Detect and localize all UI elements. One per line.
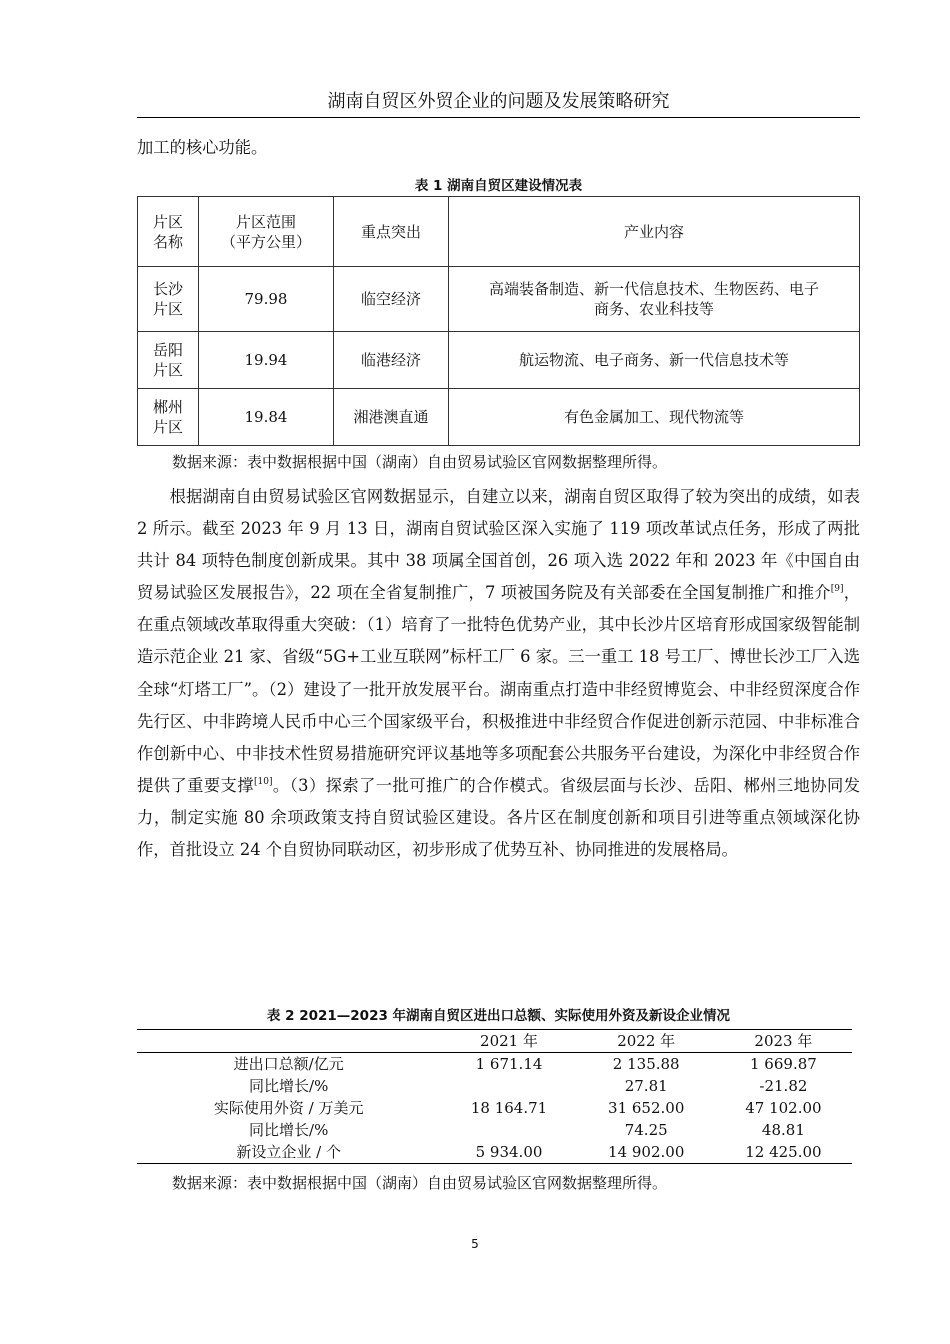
table2-cell: -21.82 xyxy=(759,1077,808,1095)
table2-cell xyxy=(440,1119,577,1141)
table1 xyxy=(137,196,860,446)
table1-cell-area: 79.98 xyxy=(199,267,334,332)
table-row xyxy=(138,389,860,446)
table2-head-year: 2021 年 xyxy=(480,1032,538,1050)
table2-cell: 18 164.71 xyxy=(470,1099,548,1117)
table1-cell-area: 19.94 xyxy=(199,332,334,389)
table-row xyxy=(138,332,860,389)
table2-source-note: 数据来源：表中数据根据中国（湖南）自由贸易试验区官网数据整理所得。 xyxy=(172,1174,668,1192)
table2-row-label: 同比增长/% xyxy=(249,1121,329,1139)
table1-cell-industry: 有色金属加工、现代物流等 xyxy=(449,389,860,446)
table1-cell-name: 长沙 片区 xyxy=(138,267,199,332)
table1-cell-name: 岳阳 片区 xyxy=(138,332,199,389)
table2-head-year: 2022 年 xyxy=(617,1032,676,1050)
table2-head-year: 2023 年 xyxy=(754,1032,813,1050)
table2-cell: 2 135.88 xyxy=(612,1055,680,1073)
table2-row-label: 同比增长/% xyxy=(249,1077,329,1095)
table2-cell: 47 102.00 xyxy=(745,1099,822,1117)
table1-source-note: 数据来源：表中数据根据中国（湖南）自由贸易试验区官网数据整理所得。 xyxy=(172,453,668,471)
table1-header-row xyxy=(138,197,860,267)
table-row xyxy=(138,267,860,332)
table1-caption: 表 1 湖南自贸区建设情况表 xyxy=(414,178,583,194)
running-header: 湖南自贸区外贸企业的问题及发展策略研究 xyxy=(327,91,670,112)
table1-cell-industry: 航运物流、电子商务、新一代信息技术等 xyxy=(449,332,860,389)
page-number: 5 xyxy=(471,1237,479,1251)
table2-row-label: 新设立企业 / 个 xyxy=(236,1143,341,1161)
table2-cell: 1 669.87 xyxy=(750,1055,817,1073)
header-rule xyxy=(137,117,860,118)
table2-cell xyxy=(440,1075,577,1097)
table1-cell-industry: 高端装备制造、新一代信息技术、生物医药、电子 商务、农业科技等 xyxy=(449,267,860,332)
table1-cell-area: 19.84 xyxy=(199,389,334,446)
citation-ref: [9] xyxy=(830,584,844,595)
table2-row-label: 进出口总额/亿元 xyxy=(233,1055,344,1073)
table1-cell-focus: 临空经济 xyxy=(334,267,449,332)
table-row xyxy=(137,1141,852,1164)
table-row xyxy=(137,1053,852,1076)
paragraph-continued: 加工的核心功能。 xyxy=(137,138,268,157)
table-row xyxy=(137,1075,852,1097)
table1-head-area-name: 片区 名称 xyxy=(138,197,199,267)
citation-ref: [10] xyxy=(253,776,273,787)
table-row xyxy=(137,1097,852,1119)
table2-cell: 48.81 xyxy=(761,1121,805,1139)
table1-cell-name: 郴州 片区 xyxy=(138,389,199,446)
table2-cell: 27.81 xyxy=(624,1077,668,1095)
table2-cell: 12 425.00 xyxy=(745,1143,822,1161)
table1-head-industry: 产业内容 xyxy=(449,197,860,267)
table2-cell: 31 652.00 xyxy=(608,1099,685,1117)
table2-cell: 74.25 xyxy=(624,1121,668,1139)
table1-head-scope: 片区范围 （平方公里） xyxy=(199,197,334,267)
table2-caption: 表 2 2021—2023 年湖南自贸区进出口总额、实际使用外资及新设企业情况 xyxy=(266,1008,731,1024)
paragraph-main: 根据湖南自由贸易试验区官网数据显示，自建立以来，湖南自贸区取得了较为突出的成绩，如表 2 所示。截至 2023 年 9 月 13 日，湖南自贸试验区深入实施了 119 项改革试点任务，形成了两批共计 84 项特色制度创新成果。其中 38 项属全国首创，26 项入选 2022 年和 2023 年《中国自由贸易试验区发展报告》，22 项在全省复制推广，7 项被国务院及有关部委在全国复制推广和推介[9]，在重点领域改革取得重大突破：（1）培育了一批特色优势产业，其中长沙片区培育形成国家级智能制造示范企业 21 家、省级“5G+工业互联网”标杆工厂 6 家。三一重工 18 号工厂、博世长沙工厂入选全球“灯塔工厂”。（2）建设了一批开放发展平台。湖南重点打造中非经贸博览会、中非经贸深度合作先行区、中非跨境人民币中心三个国家级平台，积极推进中非经贸合作促进创新示范园、中非标准合作创新中心、中非技术性贸易措施研究评议基地等多项配套公共服务平台建设，为深化中非经贸合作提供了重要支撑[10]。（3）探索了一批可推广的合作模式。省级层面与长沙、岳阳、郴州三地协同发力，制定实施 80 余项政策支持自贸试验区建设。各片区在制度创新和项目引进等重点领域深化协作，首批设立 24 个自贸协同联动区，初步形成了优势互补、协同推进的发展格局。 xyxy=(137,487,860,860)
table2-head-blank xyxy=(137,1030,440,1053)
table2-cell: 14 902.00 xyxy=(608,1143,685,1161)
table1-cell-focus: 湘港澳直通 xyxy=(334,389,449,446)
table2 xyxy=(137,1029,852,1164)
table2-row-label: 实际使用外资 / 万美元 xyxy=(213,1099,364,1117)
table1-head-focus: 重点突出 xyxy=(334,197,449,267)
table1-cell-focus: 临港经济 xyxy=(334,332,449,389)
table2-cell: 5 934.00 xyxy=(475,1143,543,1161)
table-row xyxy=(137,1119,852,1141)
table2-header-row xyxy=(137,1030,852,1053)
table2-cell: 1 671.14 xyxy=(475,1055,543,1073)
